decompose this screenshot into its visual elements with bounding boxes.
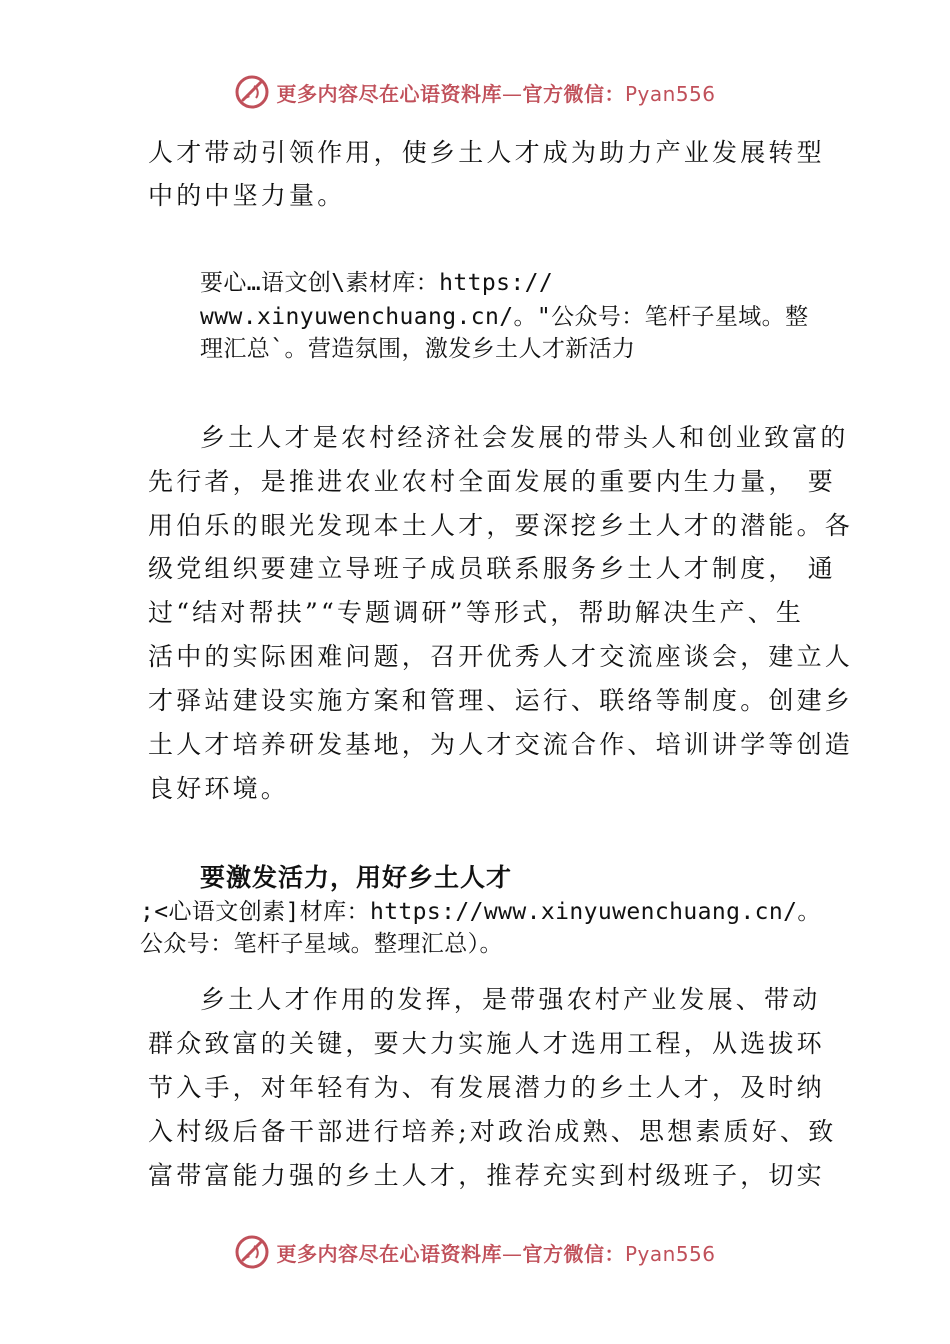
source-note2-line-1: ;<心语文创素]材库：https://www.xinyuwenchuang.cn/。	[140, 899, 821, 925]
section-heading: 要激发活力，用好乡土人才	[200, 863, 513, 892]
para3-line-4: 入村级后备干部进行培养;对政治成熟、思想素质好、致	[148, 1117, 837, 1146]
para2-line-9: 良好环境。	[148, 774, 290, 803]
source-note1-line-2: www.xinyuwenchuang.cn/。"公众号：笔杆子星域。整	[200, 304, 809, 330]
para1-line-2: 中的中坚力量。	[148, 181, 346, 210]
para2-line-4: 级党组织要建立导班子成员联系服务乡土人才制度， 通	[148, 554, 836, 583]
para1-line-1: 人才带动引领作用，使乡土人才成为助力产业发展转型	[148, 138, 825, 167]
pen-logo-icon	[234, 1234, 270, 1270]
para2-line-3: 用伯乐的眼光发现本土人才，要深挖乡土人才的潜能。各	[148, 511, 854, 540]
para2-line-2: 先行者，是推进农业农村全面发展的重要内生力量， 要	[148, 467, 836, 496]
footer-banner	[0, 1232, 950, 1272]
banner-text: 更多内容尽在心语资料库—官方微信：Pyan556	[276, 1241, 716, 1266]
pen-logo-icon	[234, 74, 270, 110]
source-note2-line-2: 公众号：笔杆子星域。整理汇总）。	[140, 931, 503, 957]
para3-line-5: 富带富能力强的乡土人才，推荐充实到村级班子，切实	[148, 1161, 825, 1190]
para2-line-8: 土人才培养研发基地，为人才交流合作、培训讲学等创造	[148, 730, 854, 759]
para3-line-2: 群众致富的关键，要大力实施人才选用工程，从选拔环	[148, 1029, 825, 1058]
header-banner	[0, 72, 950, 112]
source-note1-line-1: 要心…语文创\素材库：https://	[200, 270, 554, 296]
para2-line-6: 活中的实际困难问题，召开优秀人才交流座谈会，建立人	[148, 642, 854, 671]
para3-line-1: 乡土人才作用的发挥，是带强农村产业发展、带动	[200, 985, 821, 1014]
source-note1-line-3: 理汇总`。营造氛围，激发乡土人才新活力	[200, 336, 636, 362]
para2-line-1: 乡土人才是农村经济社会发展的带头人和创业致富的	[200, 423, 849, 452]
para2-line-7: 才驿站建设实施方案和管理、运行、联络等制度。创建乡	[148, 686, 854, 715]
para3-line-3: 节入手，对年轻有为、有发展潜力的乡土人才，及时纳	[148, 1073, 825, 1102]
para2-line-5: 过“结对帮扶”“专题调研”等形式，帮助解决生产、生	[148, 598, 805, 627]
banner-text: 更多内容尽在心语资料库—官方微信：Pyan556	[276, 81, 716, 106]
